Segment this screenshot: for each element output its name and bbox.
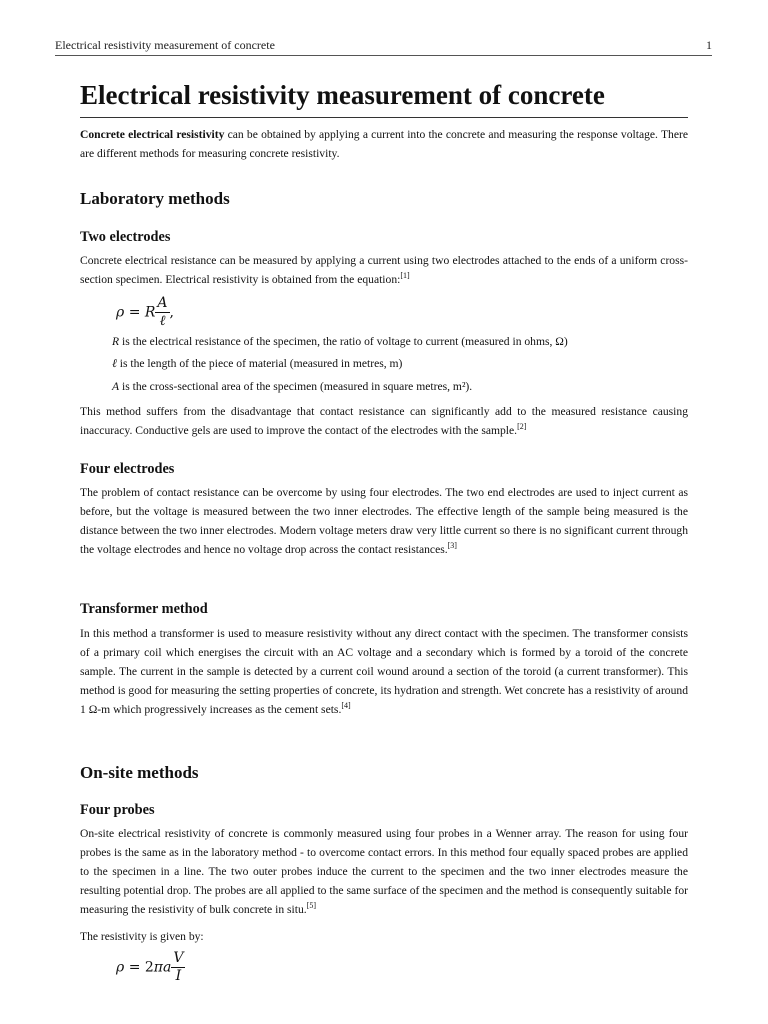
citation-3[interactable]: [3] xyxy=(447,541,457,551)
citation-1[interactable]: [1] xyxy=(400,271,410,281)
page-title: Electrical resistivity measurement of concrete xyxy=(80,78,688,118)
intro-text: can be obtained by applying a current into the concrete and measuring the response voltage. There are different methods for measuring concrete resistivity. xyxy=(80,128,688,161)
definition-R-text: is the electrical resistance of the specimen, the ratio of voltage to current (measured in ohms, Ω) xyxy=(119,335,568,348)
definition-A xyxy=(112,379,472,395)
four-probes-heading-block xyxy=(80,800,688,820)
contact-resistance-text: This method suffers from the disadvantage that contact resistance can significantly add to the measured resistance causing inaccuracy. Conductive gels are used to improve the contact of the electrodes with the sample. xyxy=(80,405,688,438)
wenner-pi: π xyxy=(153,959,163,976)
wenner-equals: = xyxy=(128,959,141,976)
subsection-heading-two-electrodes: Two electrodes xyxy=(80,229,171,245)
formula-rho: ρ xyxy=(116,304,125,321)
wenner-denominator: I xyxy=(175,968,182,984)
formula-equals: = xyxy=(128,304,141,321)
subsection-heading-four-probes: Four probes xyxy=(80,802,155,818)
transformer-text: In this method a transformer is used to measure resistivity without any direct contact with the specimen. The transformer consists of a primary coil which energises the circuit with an AC voltage and a secondary which is formed by a toroid of the concrete sample. The current in the sample is detected by a current coil wound around a section of the toroid (a current transformer). This method is good for measuring the setting properties of concrete, its hydration and strength. Wet concrete has a resistivity of around 1 Ω-m which progressively increases as the cement sets. xyxy=(80,627,688,717)
wenner-two: 2 xyxy=(144,959,154,976)
transformer-heading-block xyxy=(80,599,688,619)
definition-l xyxy=(112,356,402,372)
two-electrodes-text: Concrete electrical resistance can be measured by applying a current using two electrodes attached to the ends of a uniform cross-section specimen. Electrical resistivity is obtained from the equation: xyxy=(80,254,688,287)
citation-2[interactable]: [2] xyxy=(517,422,527,432)
wenner-a: a xyxy=(163,959,172,976)
contact-resistance-paragraph xyxy=(80,402,688,440)
formula-R: R xyxy=(144,304,156,321)
subsection-heading-transformer: Transformer method xyxy=(80,601,208,617)
resistivity-formula xyxy=(116,295,174,330)
wenner-formula xyxy=(116,950,185,985)
formula-comma: , xyxy=(169,304,174,321)
formula-denominator: ℓ xyxy=(159,313,166,329)
running-header-title: Electrical resistivity measurement of concrete xyxy=(55,38,275,52)
given-by-paragraph xyxy=(80,927,688,946)
onsite-heading-block xyxy=(80,762,688,784)
page-number: 1 xyxy=(706,38,712,52)
four-probes-text: On-site electrical resistivity of concrete is commonly measured using four probes in a Wenner array. The reason for using four probes is the same as in the laboratory method - to overcome contact errors. In this method four equally spaced probes are applied to the specimen in a line. The two outer probes induce the current to the specimen and the two inner electrodes measure the resulting potential drop. The probes are all applied to the same surface of the specimen and the method is consequently suitable for measuring the resistivity of bulk concrete in situ. xyxy=(80,827,688,917)
running-header xyxy=(55,37,712,56)
definition-A-text: is the cross-sectional area of the specimen (measured in square metres, m²). xyxy=(119,380,473,393)
wenner-fraction xyxy=(171,950,185,985)
laboratory-heading-block xyxy=(80,188,688,210)
section-heading-laboratory: Laboratory methods xyxy=(80,189,230,208)
definition-A-symbol: A xyxy=(112,380,120,393)
four-electrodes-text: The problem of contact resistance can be overcome by using four electrodes. The two end electrodes are used to inject current as before, but the voltage is measured between the two inner electrodes. The effective length of the sample being measured is the distance between the two inner electrodes. Modern voltage meters draw very little current so there is no significant current through the voltage electrodes and hence no voltage drop across the contact resistances. xyxy=(80,486,688,557)
definition-R xyxy=(112,334,568,350)
formula-fraction xyxy=(155,295,169,330)
intro-paragraph xyxy=(80,125,688,163)
two-electrodes-paragraph xyxy=(80,251,688,289)
wenner-numerator: V xyxy=(173,950,184,966)
citation-4[interactable]: [4] xyxy=(341,701,351,711)
intro-bold-term: Concrete electrical resistivity xyxy=(80,128,225,141)
given-by-text: The resistivity is given by: xyxy=(80,930,204,943)
subsection-heading-four-electrodes: Four electrodes xyxy=(80,461,175,477)
definition-l-symbol: ℓ xyxy=(112,357,117,370)
transformer-paragraph xyxy=(80,624,688,719)
four-probes-paragraph xyxy=(80,824,688,919)
four-electrodes-paragraph xyxy=(80,483,688,559)
definition-R-symbol: R xyxy=(112,335,120,348)
wenner-rho: ρ xyxy=(116,959,125,976)
formula-numerator: A xyxy=(157,295,168,311)
two-electrodes-heading-block xyxy=(80,227,688,247)
section-heading-onsite: On-site methods xyxy=(80,763,199,782)
four-electrodes-heading-block xyxy=(80,459,688,479)
citation-5[interactable]: [5] xyxy=(306,901,317,911)
definition-l-text: is the length of the piece of material (measured in metres, m) xyxy=(116,357,403,370)
